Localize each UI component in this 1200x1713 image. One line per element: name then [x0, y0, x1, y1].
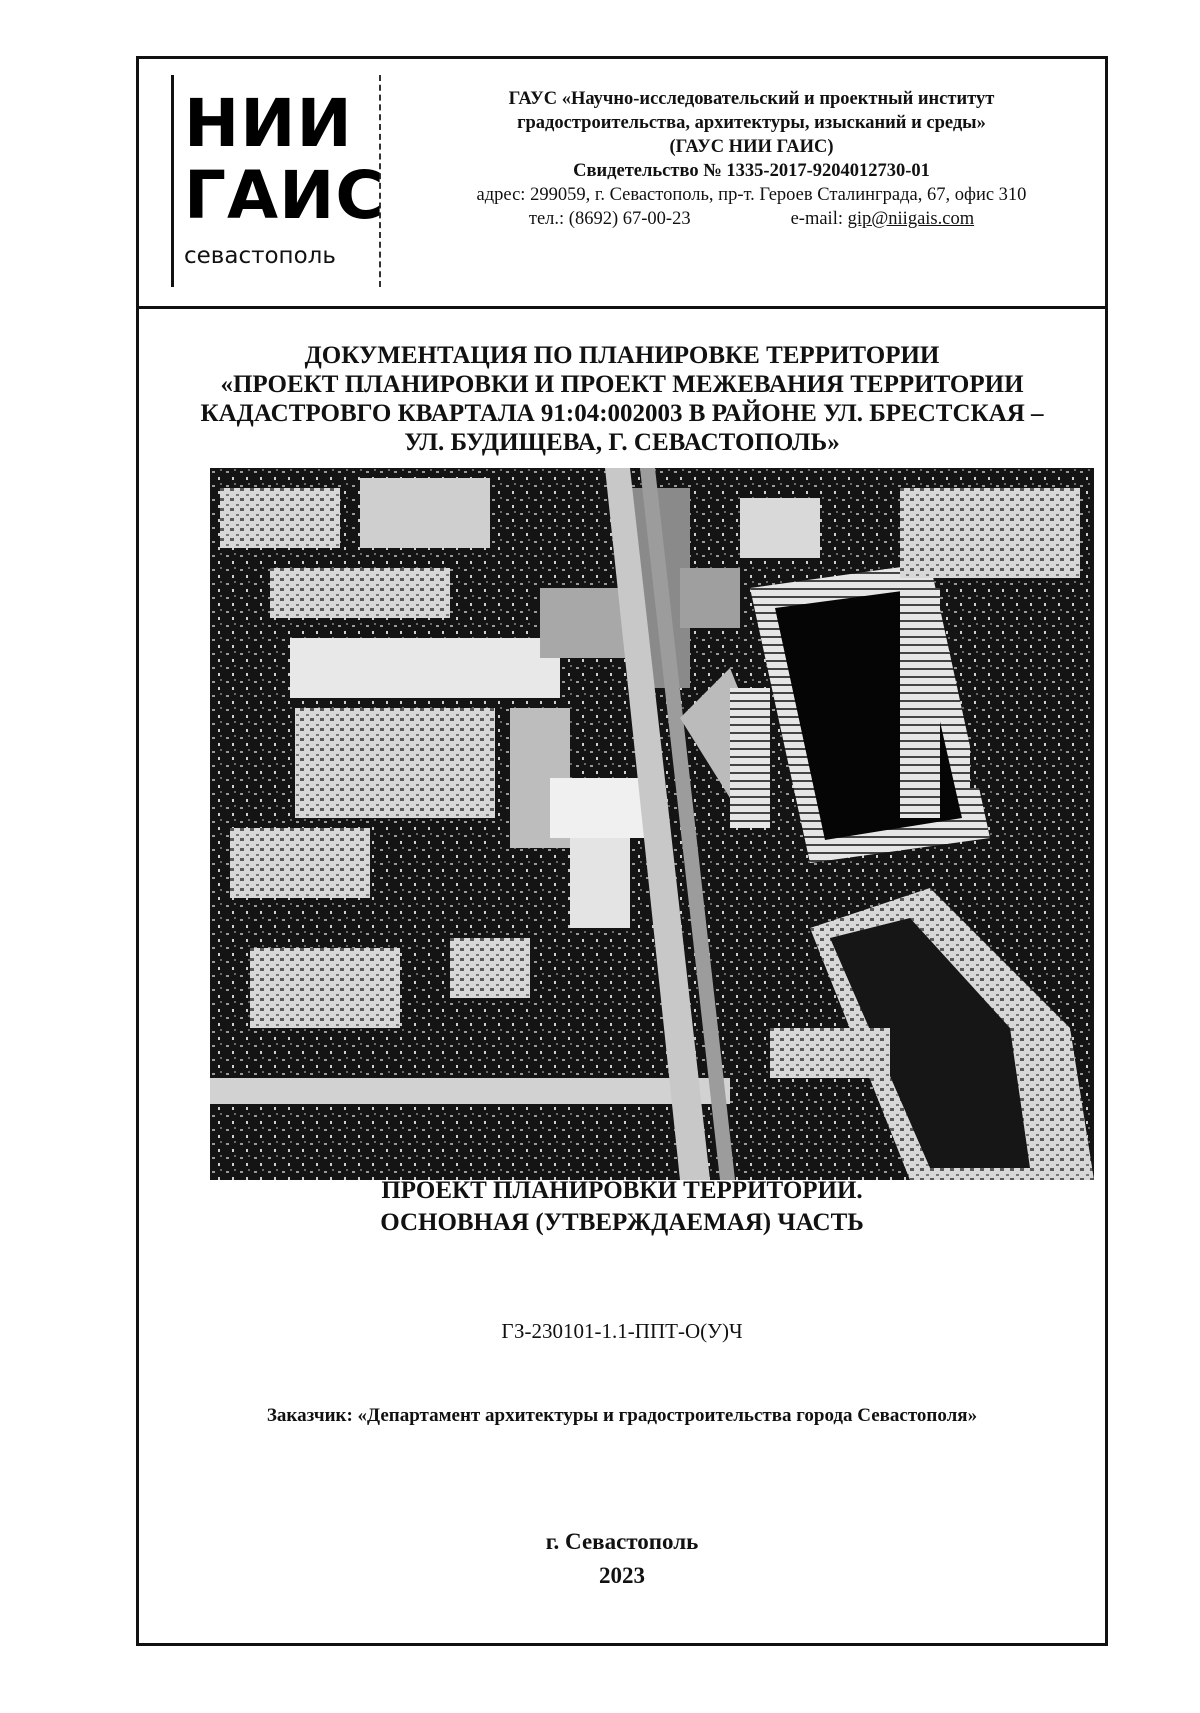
- logo-line2: ГАИС: [184, 157, 385, 234]
- title-line3: КАДАСТРОВГО КВАРТАЛА 91:04:002003 В РАЙОНЕ УЛ. БРЕСТСКАЯ –: [200, 400, 1044, 427]
- year: 2023: [599, 1563, 645, 1588]
- place-and-year: [139, 1525, 1105, 1593]
- document-code: ГЗ-230101-1.1-ППТ-О(У)Ч: [501, 1319, 743, 1343]
- aerial-photo-image: [210, 468, 1094, 1180]
- section-title: [139, 1175, 1105, 1239]
- org-certificate: Свидетельство № 1335-2017-9204012730-01: [573, 161, 930, 181]
- logo-line1: НИИ: [184, 85, 353, 162]
- org-email-link[interactable]: gip@niigais.com: [847, 209, 975, 229]
- org-name-line2: градостроительства, архитектуры, изысканий и среды»: [517, 113, 986, 133]
- org-phone: тел.: (8692) 67-00-23: [528, 209, 691, 229]
- org-address: адрес: 299059, г. Севастополь, пр-т. Героев Сталинграда, 67, офис 310: [476, 185, 1027, 205]
- org-contacts: [399, 207, 1104, 231]
- org-short-name: (ГАУС НИИ ГАИС): [669, 137, 834, 157]
- title-line4: УЛ. БУДИЩЕВА, Г. СЕВАСТОПОЛЬ»: [404, 429, 840, 456]
- city-name: г. Севастополь: [545, 1529, 699, 1554]
- title-line2: «ПРОЕКТ ПЛАНИРОВКИ И ПРОЕКТ МЕЖЕВАНИЯ ТЕРРИТОРИИ: [220, 371, 1024, 398]
- cover-frame: [136, 56, 1108, 1646]
- header-block: [139, 59, 1105, 309]
- org-email-group: [791, 207, 975, 231]
- title-line1: ДОКУМЕНТАЦИЯ ПО ПЛАНИРОВКЕ ТЕРРИТОРИИ: [304, 342, 940, 369]
- niigais-logo: [171, 75, 385, 287]
- document-title: [139, 341, 1105, 457]
- customer-line: Заказчик: «Департамент архитектуры и градостроительства города Севастополя»: [266, 1405, 978, 1426]
- org-email-label: e-mail:: [790, 209, 843, 229]
- aerial-photo: [210, 468, 1094, 1180]
- logo-city: севастополь: [184, 243, 336, 269]
- section-line2: ОСНОВНАЯ (УТВЕРЖДАЕМАЯ) ЧАСТЬ: [380, 1209, 864, 1236]
- organization-info: [399, 87, 1104, 231]
- section-line1: ПРОЕКТ ПЛАНИРОВКИ ТЕРРИТОРИИ.: [381, 1177, 863, 1204]
- org-name-line1: ГАУС «Научно-исследовательский и проектный институт: [508, 89, 995, 109]
